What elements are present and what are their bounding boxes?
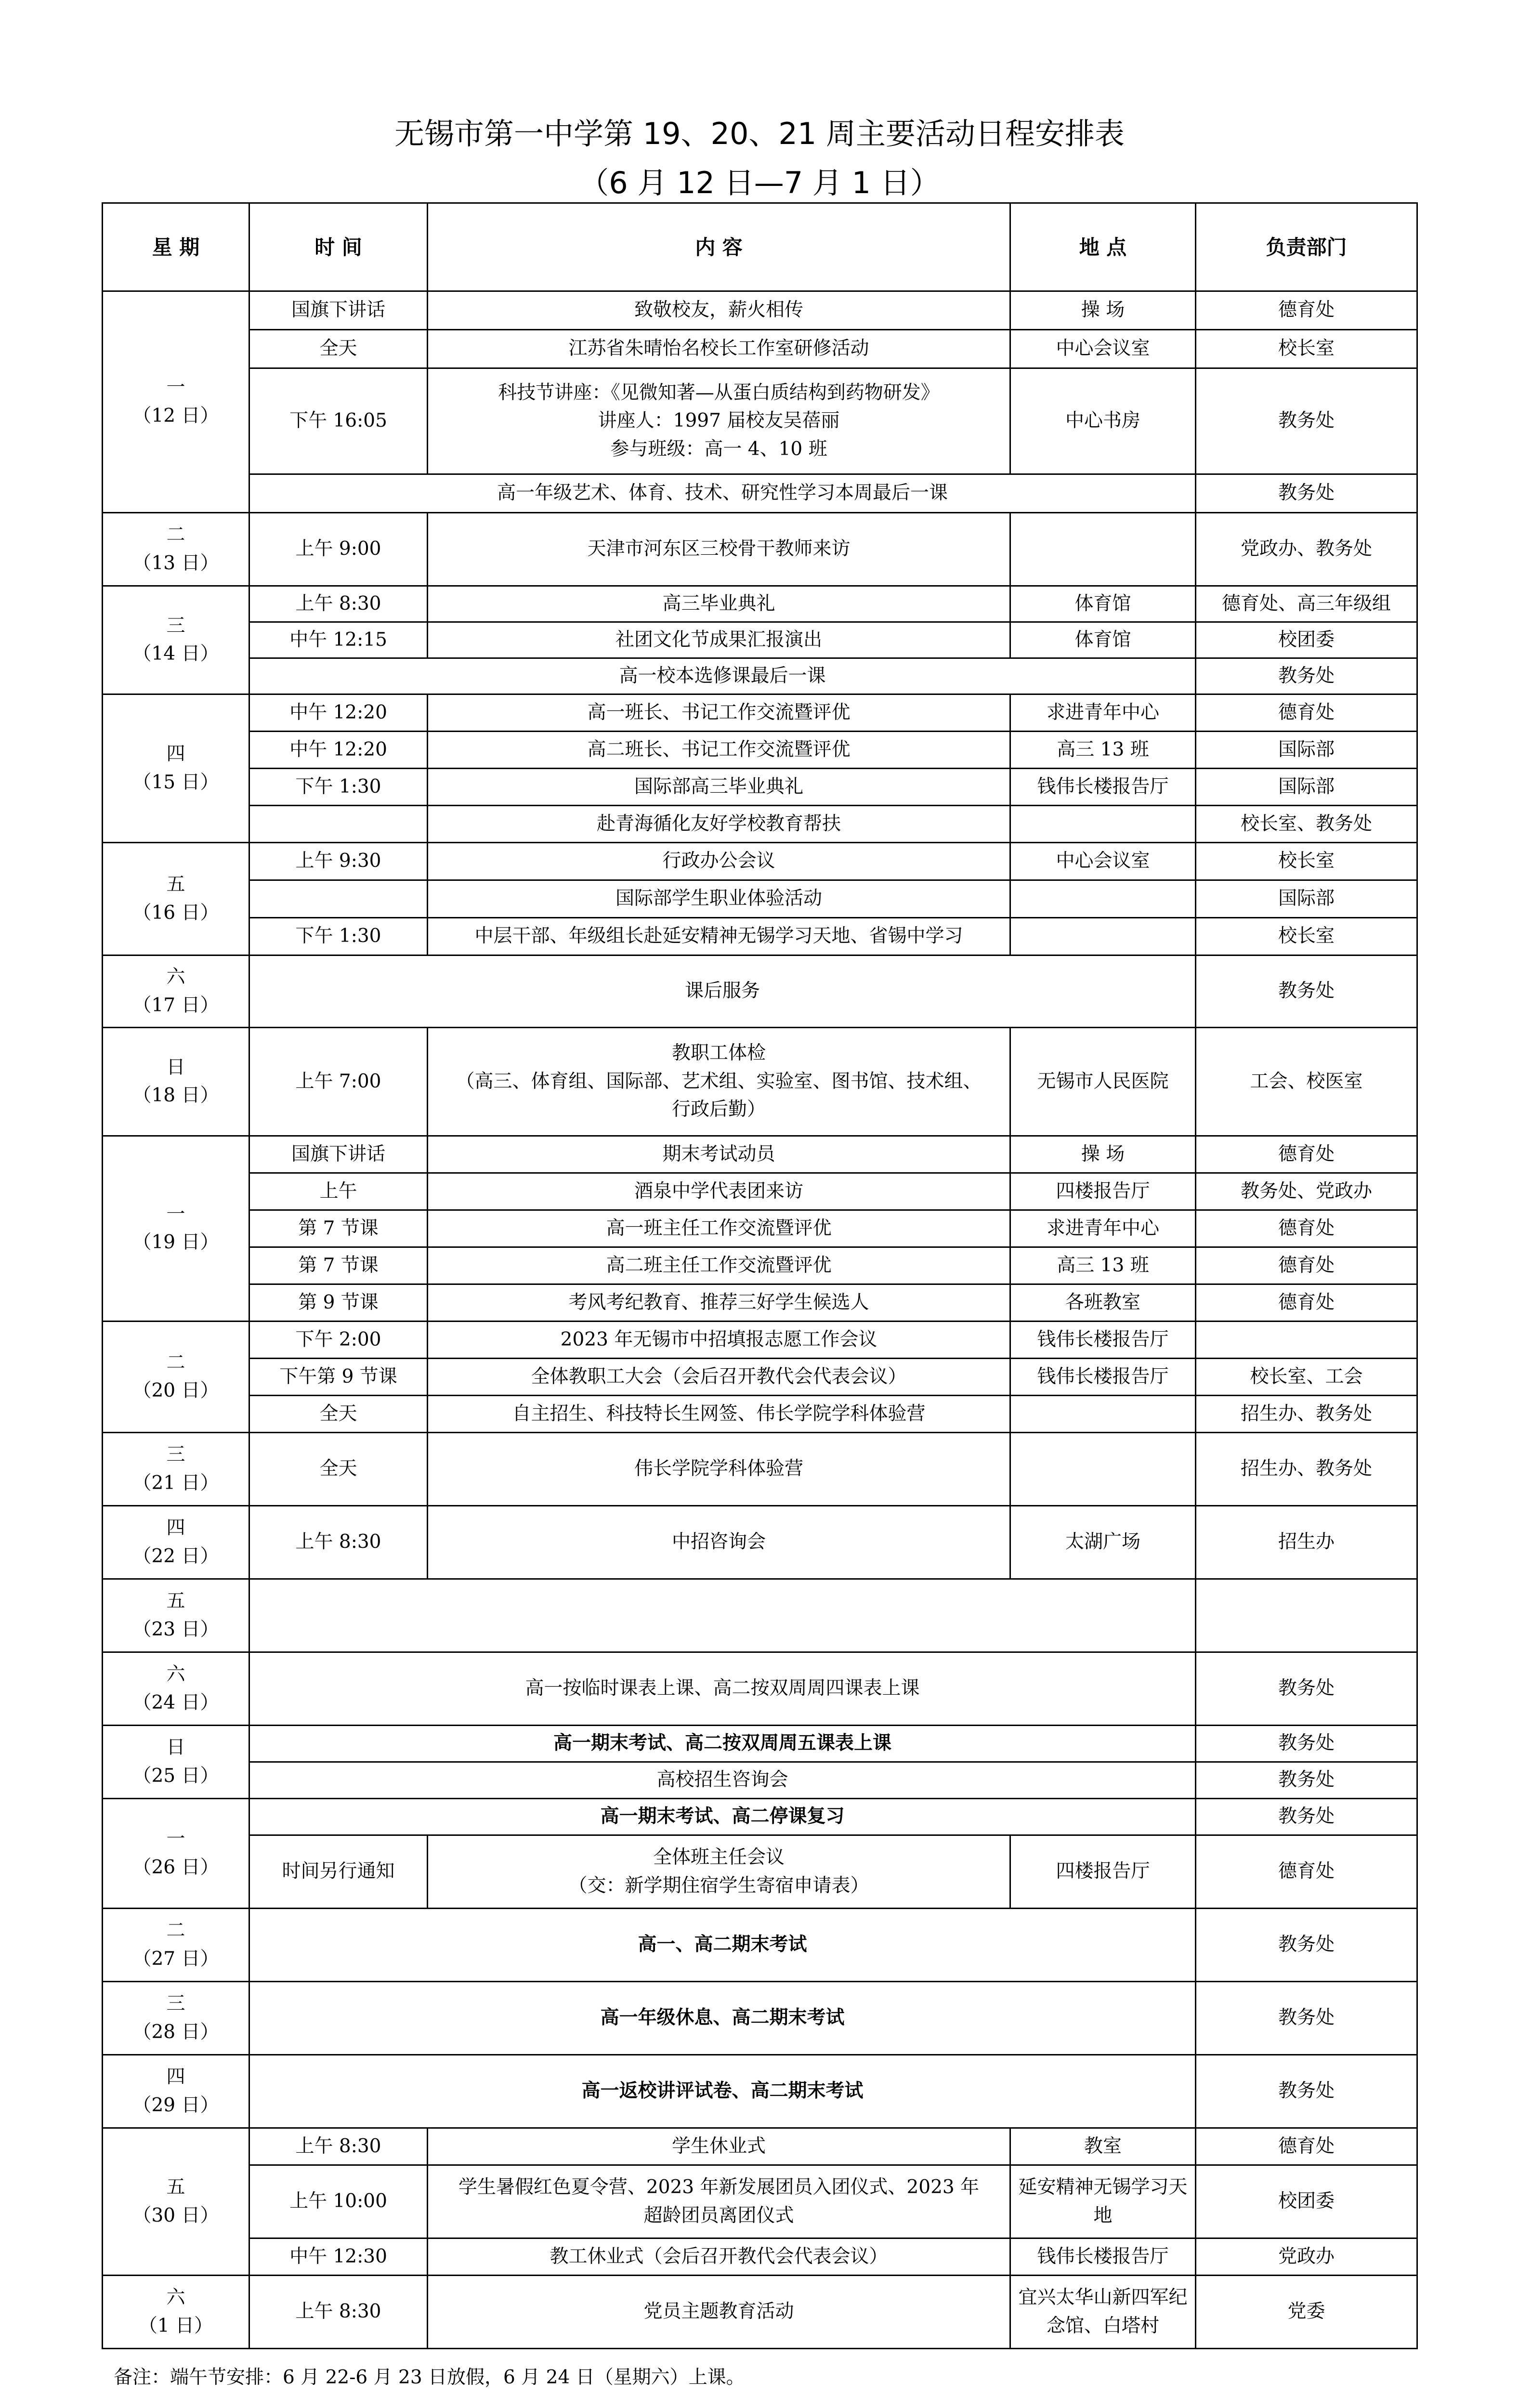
content-line: 党员主题教育活动	[643, 2301, 794, 2323]
day-cell	[103, 586, 249, 694]
dept-cell: 校长室	[1196, 918, 1417, 955]
time-cell: 时间另行通知	[249, 1835, 428, 1909]
content-cell	[428, 330, 1010, 368]
content-line: 行政后勤）	[671, 1099, 766, 1121]
place-cell: 求进青年中心	[1010, 694, 1196, 732]
place-cell: 高三 13 班	[1010, 732, 1196, 769]
content-line: 考风考纪教育、推荐三好学生候选人	[568, 1291, 869, 1313]
dept-cell: 德育处、高三年级组	[1196, 586, 1417, 622]
table-row	[103, 1210, 1417, 1247]
place-cell: 中心书房	[1010, 368, 1196, 474]
content-line: 高二班主任工作交流暨评优	[606, 1254, 832, 1276]
time-cell: 中午 12:20	[249, 694, 428, 732]
table-row	[103, 1247, 1417, 1284]
page-subtitle: （6 月 12 日—7 月 1 日）	[579, 165, 940, 200]
dept-cell: 招生办、教务处	[1196, 1433, 1417, 1506]
header-time: 时 间	[249, 203, 428, 291]
table-row	[103, 1173, 1417, 1210]
content-line: 高一班主任工作交流暨评优	[606, 1217, 832, 1239]
dept-cell: 教务处	[1196, 1762, 1417, 1799]
dept-cell: 教务处	[1196, 658, 1417, 694]
content-cell	[249, 1579, 1196, 1652]
place-cell	[1010, 880, 1196, 918]
place-cell: 钱伟长楼报告厅	[1010, 1359, 1196, 1396]
content-line: 高二班长、书记工作交流暨评优	[587, 738, 851, 760]
content-line: 行政办公会议	[662, 850, 775, 872]
place-cell: 四楼报告厅	[1010, 1835, 1196, 1909]
content-line: 超龄团员离团仪式	[643, 2204, 794, 2226]
table-row	[103, 474, 1417, 513]
time-cell: 国旗下讲话	[249, 1136, 428, 1173]
dept-cell: 德育处	[1196, 2128, 1417, 2165]
table-row	[103, 1726, 1417, 1762]
content-line: 高一年级休息、高二期末考试	[600, 2007, 845, 2029]
place-cell: 钱伟长楼报告厅	[1010, 1322, 1196, 1359]
content-cell	[428, 1322, 1010, 1359]
time-cell: 上午 7:00	[249, 1028, 428, 1136]
dept-cell	[1196, 1322, 1417, 1359]
dept-cell: 德育处	[1196, 1210, 1417, 1247]
table-row	[103, 918, 1417, 955]
date: （16 日）	[132, 902, 219, 924]
day-cell	[103, 2128, 249, 2276]
content-cell	[428, 2276, 1010, 2349]
date: （17 日）	[132, 994, 219, 1016]
date: （25 日）	[132, 1765, 219, 1787]
content-cell	[428, 1396, 1010, 1433]
dept-cell: 党政办、教务处	[1196, 513, 1417, 586]
content-line: 天津市河东区三校骨干教师来访	[587, 538, 851, 560]
content-line: 期末考试动员	[662, 1143, 775, 1165]
weekday: 三	[166, 1993, 185, 2015]
table-row	[103, 1982, 1417, 2055]
table-row	[103, 2165, 1417, 2238]
content-cell	[428, 880, 1010, 918]
time-cell: 下午 2:00	[249, 1322, 428, 1359]
table-header-row	[103, 203, 1417, 291]
place-cell: 教室	[1010, 2128, 1196, 2165]
table-row	[103, 955, 1417, 1028]
content-line: 学生暑假红色夏令营、2023 年新发展团员入团仪式、2023 年	[458, 2176, 980, 2198]
weekday: 五	[166, 874, 185, 895]
place-cell: 无锡市人民医院	[1010, 1028, 1196, 1136]
place-cell	[1010, 1396, 1196, 1433]
header-content: 内 容	[428, 203, 1010, 291]
dept-cell: 教务处	[1196, 1982, 1417, 2055]
content-cell	[428, 1210, 1010, 1247]
day-cell	[103, 1799, 249, 1909]
time-cell: 上午 10:00	[249, 2165, 428, 2238]
content-cell	[249, 955, 1196, 1028]
content-cell	[428, 732, 1010, 769]
content-line: 高一年级艺术、体育、技术、研究性学习本周最后一课	[497, 482, 948, 504]
time-cell: 中午 12:15	[249, 622, 428, 658]
day-cell	[103, 1982, 249, 2055]
table-row	[103, 2128, 1417, 2165]
table-row	[103, 586, 1417, 622]
place-cell: 体育馆	[1010, 586, 1196, 622]
time-cell	[249, 806, 428, 843]
content-line: 酒泉中学代表团来访	[634, 1180, 803, 1202]
content-line: 高一期末考试、高二停课复习	[600, 1806, 845, 1828]
place-cell: 钱伟长楼报告厅	[1010, 769, 1196, 806]
date: （27 日）	[132, 1948, 219, 1970]
time-cell: 全天	[249, 1396, 428, 1433]
content-cell	[428, 1173, 1010, 1210]
date: （20 日）	[132, 1380, 219, 1401]
table-row	[103, 1909, 1417, 1982]
time-cell: 全天	[249, 1433, 428, 1506]
place-cell: 各班教室	[1010, 1284, 1196, 1322]
weekday: 五	[166, 1590, 185, 1612]
place-cell	[1010, 1433, 1196, 1506]
dept-cell: 教务处、党政办	[1196, 1173, 1417, 1210]
dept-cell: 教务处	[1196, 368, 1417, 474]
time-cell: 第 9 节课	[249, 1284, 428, 1322]
dept-cell: 德育处	[1196, 694, 1417, 732]
time-cell: 第 7 节课	[249, 1210, 428, 1247]
content-cell	[428, 918, 1010, 955]
header-day: 星 期	[103, 203, 249, 291]
table-row	[103, 2238, 1417, 2276]
content-line: 科技节讲座：《见微知著—从蛋白质结构到药物研发》	[498, 381, 940, 404]
table-row	[103, 880, 1417, 918]
content-cell	[428, 1835, 1010, 1909]
content-line: 教职工体检	[671, 1042, 766, 1064]
content-line: 中层干部、年级组长赴延安精神无锡学习天地、省锡中学习	[474, 925, 963, 947]
page-title: 无锡市第一中学第 19、20、21 周主要活动日程安排表	[394, 116, 1125, 151]
table-row	[103, 622, 1417, 658]
date: （14 日）	[132, 643, 219, 665]
weekday: 日	[166, 1737, 185, 1758]
dept-cell: 党委	[1196, 2276, 1417, 2349]
content-cell	[249, 1982, 1196, 2055]
weekday: 四	[166, 2066, 185, 2088]
time-cell: 下午 16:05	[249, 368, 428, 474]
content-line: 致敬校友，薪火相传	[634, 299, 803, 321]
content-cell	[249, 2055, 1196, 2128]
day-cell	[103, 513, 249, 586]
content-cell	[249, 1762, 1196, 1799]
day-cell	[103, 1652, 249, 1726]
weekday: 一	[166, 377, 185, 398]
dept-cell: 德育处	[1196, 1247, 1417, 1284]
day-cell	[103, 694, 249, 843]
content-line: 伟长学院学科体验营	[634, 1458, 803, 1480]
content-line: 高三毕业典礼	[662, 592, 775, 615]
place-cell: 四楼报告厅	[1010, 1173, 1196, 1210]
dept-cell: 国际部	[1196, 769, 1417, 806]
time-cell: 上午 8:30	[249, 1506, 428, 1579]
content-cell	[428, 2238, 1010, 2276]
content-line: 高校招生咨询会	[656, 1769, 788, 1791]
dept-cell: 教务处	[1196, 2055, 1417, 2128]
place-cell: 宜兴太华山新四军纪念馆、白塔村	[1010, 2276, 1196, 2349]
weekday: 五	[166, 2176, 185, 2198]
place-cell: 操 场	[1010, 1136, 1196, 1173]
place-cell	[1010, 918, 1196, 955]
table-row	[103, 1028, 1417, 1136]
table-row	[103, 2055, 1417, 2128]
table-row	[103, 658, 1417, 694]
content-line: 教工休业式（会后召开教代会代表会议）	[550, 2245, 888, 2267]
content-line: 高一校本选修课最后一课	[619, 665, 826, 687]
footnote: 备注：端午节安排：6 月 22-6 月 23 日放假，6 月 24 日（星期六）上课。	[114, 2367, 745, 2388]
date: （13 日）	[132, 552, 219, 574]
date: （1 日）	[138, 2315, 213, 2337]
dept-cell: 校团委	[1196, 622, 1417, 658]
place-cell: 体育馆	[1010, 622, 1196, 658]
day-cell	[103, 1136, 249, 1322]
weekday: 四	[166, 743, 185, 765]
content-line: 高一、高二期末考试	[638, 1934, 807, 1956]
schedule-body	[103, 291, 1417, 2349]
content-cell	[249, 1799, 1196, 1835]
day-cell	[103, 1028, 249, 1136]
weekday: 三	[166, 615, 185, 637]
place-cell: 中心会议室	[1010, 330, 1196, 368]
dept-cell: 校长室	[1196, 843, 1417, 880]
time-cell: 上午 8:30	[249, 2276, 428, 2349]
table-row	[103, 843, 1417, 880]
schedule-table	[102, 202, 1418, 2349]
time-cell: 上午	[249, 1173, 428, 1210]
time-cell: 上午 9:00	[249, 513, 428, 586]
content-cell	[428, 1028, 1010, 1136]
day-cell	[103, 955, 249, 1028]
dept-cell: 党政办	[1196, 2238, 1417, 2276]
dept-cell: 校团委	[1196, 2165, 1417, 2238]
time-cell: 下午 1:30	[249, 918, 428, 955]
content-line: 国际部学生职业体验活动	[615, 888, 822, 910]
content-cell	[428, 586, 1010, 622]
content-cell	[428, 2128, 1010, 2165]
time-cell: 下午 1:30	[249, 769, 428, 806]
weekday: 四	[166, 1517, 185, 1539]
date: （22 日）	[132, 1545, 219, 1567]
content-cell	[428, 1247, 1010, 1284]
place-cell: 延安精神无锡学习天地	[1010, 2165, 1196, 2238]
date: （21 日）	[132, 1472, 219, 1494]
content-cell	[428, 513, 1010, 586]
day-cell	[103, 291, 249, 513]
dept-cell: 教务处	[1196, 955, 1417, 1028]
weekday: 六	[166, 2287, 185, 2308]
time-cell: 上午 8:30	[249, 586, 428, 622]
table-row	[103, 513, 1417, 586]
time-cell: 中午 12:30	[249, 2238, 428, 2276]
table-row	[103, 1579, 1417, 1652]
place-cell: 求进青年中心	[1010, 1210, 1196, 1247]
content-line: （交：新学期住宿学生寄宿申请表）	[568, 1874, 869, 1897]
dept-cell: 校长室	[1196, 330, 1417, 368]
header-dept: 负责部门	[1196, 203, 1417, 291]
content-cell	[428, 769, 1010, 806]
dept-cell: 校长室、工会	[1196, 1359, 1417, 1396]
content-line: 中招咨询会	[671, 1531, 766, 1553]
day-cell	[103, 1506, 249, 1579]
dept-cell: 德育处	[1196, 1284, 1417, 1322]
date: （30 日）	[132, 2204, 219, 2226]
time-cell: 国旗下讲话	[249, 291, 428, 330]
dept-cell: 德育处	[1196, 1136, 1417, 1173]
dept-cell: 国际部	[1196, 732, 1417, 769]
table-row	[103, 1433, 1417, 1506]
dept-cell: 国际部	[1196, 880, 1417, 918]
weekday: 六	[166, 966, 185, 988]
content-line: 江苏省朱晴怡名校长工作室研修活动	[568, 338, 869, 360]
dept-cell: 德育处	[1196, 291, 1417, 330]
table-row	[103, 769, 1417, 806]
dept-cell: 教务处	[1196, 1652, 1417, 1726]
dept-cell: 招生办	[1196, 1506, 1417, 1579]
place-cell: 太湖广场	[1010, 1506, 1196, 1579]
dept-cell: 教务处	[1196, 1799, 1417, 1835]
day-cell	[103, 1909, 249, 1982]
date: （19 日）	[132, 1231, 219, 1253]
content-cell	[428, 1136, 1010, 1173]
content-cell	[428, 843, 1010, 880]
date: （23 日）	[132, 1618, 219, 1640]
content-cell	[249, 1726, 1196, 1762]
day-cell	[103, 2055, 249, 2128]
date: （12 日）	[132, 405, 219, 427]
table-row	[103, 1322, 1417, 1359]
dept-cell	[1196, 1579, 1417, 1652]
content-cell	[428, 2165, 1010, 2238]
date: （24 日）	[132, 1691, 219, 1714]
table-row	[103, 806, 1417, 843]
date: （29 日）	[132, 2094, 219, 2116]
weekday: 二	[166, 1351, 185, 1374]
content-line: 课后服务	[684, 980, 760, 1002]
content-line: 参与班级：高一 4、10 班	[610, 438, 827, 460]
day-cell	[103, 843, 249, 955]
content-cell	[428, 806, 1010, 843]
table-row	[103, 2276, 1417, 2349]
time-cell: 下午第 9 节课	[249, 1359, 428, 1396]
time-cell: 上午 8:30	[249, 2128, 428, 2165]
table-row	[103, 1506, 1417, 1579]
place-cell: 操 场	[1010, 291, 1196, 330]
weekday: 一	[166, 1203, 185, 1225]
place-cell: 钱伟长楼报告厅	[1010, 2238, 1196, 2276]
content-line: 2023 年无锡市中招填报志愿工作会议	[560, 1328, 877, 1350]
content-cell	[428, 1506, 1010, 1579]
day-cell	[103, 1726, 249, 1799]
content-line: 高一按临时课表上课、高二按双周周四课表上课	[525, 1677, 920, 1700]
day-cell	[103, 1579, 249, 1652]
content-line: 赴青海循化友好学校教育帮扶	[596, 812, 841, 835]
table-row	[103, 1136, 1417, 1173]
content-line: 国际部高三毕业典礼	[634, 775, 803, 798]
day-cell	[103, 2276, 249, 2349]
table-row	[103, 1799, 1417, 1835]
time-cell	[249, 880, 428, 918]
content-cell	[428, 291, 1010, 330]
date: （15 日）	[132, 771, 219, 793]
content-line: 自主招生、科技特长生网签、伟长学院学科体验营	[512, 1402, 926, 1425]
content-cell	[249, 1909, 1196, 1982]
content-line: （高三、体育组、国际部、艺术组、实验室、图书馆、技术组、	[456, 1070, 982, 1092]
table-row	[103, 1359, 1417, 1396]
table-row	[103, 1652, 1417, 1726]
content-cell	[428, 368, 1010, 474]
day-cell	[103, 1433, 249, 1506]
dept-cell: 工会、校医室	[1196, 1028, 1417, 1136]
time-cell: 上午 9:30	[249, 843, 428, 880]
table-row	[103, 330, 1417, 368]
weekday: 六	[166, 1663, 185, 1685]
dept-cell: 招生办、教务处	[1196, 1396, 1417, 1433]
content-line: 高一班长、书记工作交流暨评优	[587, 701, 851, 723]
day-cell	[103, 1322, 249, 1433]
table-row	[103, 732, 1417, 769]
table-row	[103, 1284, 1417, 1322]
content-cell	[249, 1652, 1196, 1726]
content-cell	[249, 658, 1196, 694]
content-line: 讲座人：1997 届校友吴蓓丽	[598, 410, 840, 432]
weekday: 三	[166, 1444, 185, 1466]
date: （28 日）	[132, 2021, 219, 2043]
dept-cell: 教务处	[1196, 1726, 1417, 1762]
content-line: 全体教职工大会（会后召开教代会代表会议）	[531, 1365, 907, 1387]
weekday: 二	[166, 524, 185, 546]
table-row	[103, 694, 1417, 732]
weekday: 一	[166, 1828, 185, 1850]
date: （18 日）	[132, 1085, 219, 1106]
time-cell: 中午 12:20	[249, 732, 428, 769]
content-cell	[428, 1284, 1010, 1322]
date: （26 日）	[132, 1856, 219, 1878]
content-line: 学生休业式	[671, 2135, 766, 2157]
table-row	[103, 1835, 1417, 1909]
table-row	[103, 368, 1417, 474]
table-row	[103, 1396, 1417, 1433]
content-line: 高一期末考试、高二按双周周五课表上课	[553, 1732, 891, 1754]
time-cell: 第 7 节课	[249, 1247, 428, 1284]
content-line: 全体班主任会议	[653, 1846, 785, 1868]
content-cell	[428, 1359, 1010, 1396]
time-cell: 全天	[249, 330, 428, 368]
dept-cell: 教务处	[1196, 474, 1417, 513]
place-cell	[1010, 513, 1196, 586]
weekday: 日	[166, 1056, 185, 1078]
weekday: 二	[166, 1920, 185, 1941]
header-place: 地 点	[1010, 203, 1196, 291]
table-row	[103, 291, 1417, 330]
dept-cell: 德育处	[1196, 1835, 1417, 1909]
place-cell: 高三 13 班	[1010, 1247, 1196, 1284]
dept-cell: 校长室、教务处	[1196, 806, 1417, 843]
content-cell	[428, 1433, 1010, 1506]
content-cell	[249, 474, 1196, 513]
table-row	[103, 1762, 1417, 1799]
dept-cell: 教务处	[1196, 1909, 1417, 1982]
content-cell	[428, 622, 1010, 658]
place-cell: 中心会议室	[1010, 843, 1196, 880]
content-line: 高一返校讲评试卷、高二期末考试	[581, 2080, 864, 2102]
content-line: 社团文化节成果汇报演出	[615, 628, 822, 651]
content-cell	[428, 694, 1010, 732]
place-cell	[1010, 806, 1196, 843]
